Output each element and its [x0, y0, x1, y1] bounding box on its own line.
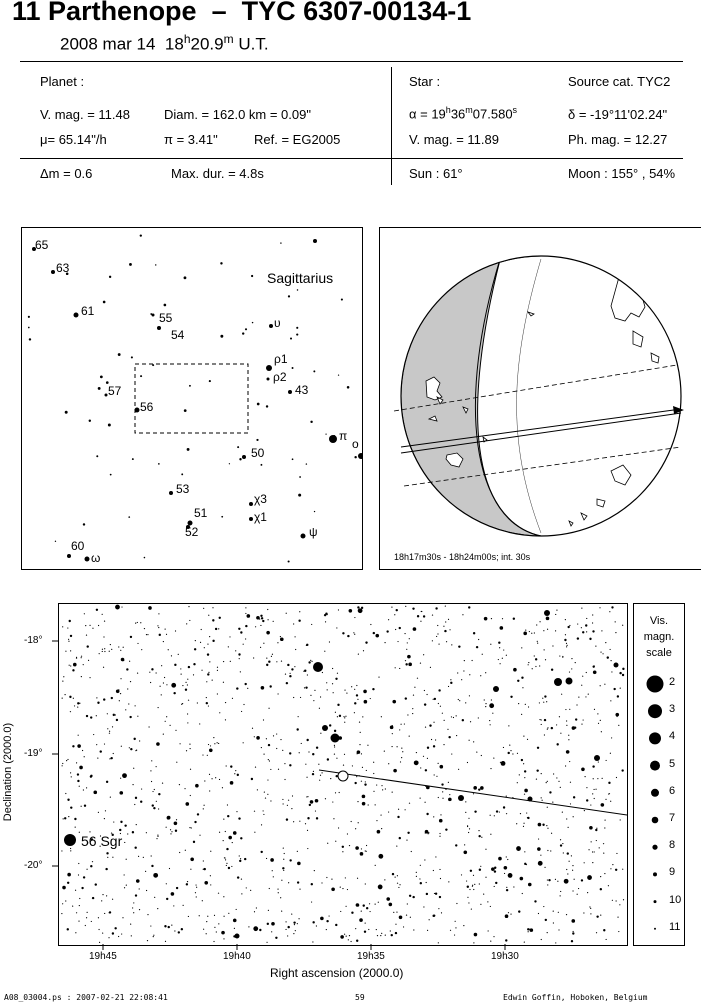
star-56-sgr-label: 56 Sgr [81, 833, 123, 849]
ytick-label: -20° [24, 860, 43, 871]
y-axis-title: Declination (2000.0) [2, 722, 14, 822]
ytick-label: -18° [24, 635, 43, 646]
globe-time-range: 18h17m30s - 18h24m00s; int. 30s [394, 552, 531, 562]
scale-dot [651, 789, 659, 797]
scale-magnitude-label: 5 [669, 757, 676, 770]
scale-magnitude-label: 2 [669, 676, 676, 688]
scale-magnitude-label: 10 [669, 893, 682, 906]
planet-motion: μ= 65.14"/h [40, 132, 107, 147]
finder-star-label: o [352, 437, 359, 451]
finder-star-label: 56 [140, 400, 154, 414]
moon-elongation: Moon : 155° , 54% [568, 166, 676, 181]
ytick-label: -19° [24, 748, 43, 759]
constellation-name: Sagittarius [267, 270, 334, 286]
finder-star-label: 55 [159, 311, 173, 325]
xtick-label: 19h30 [491, 951, 519, 962]
finder-star-label: ω [91, 551, 101, 565]
event-date: 2008 mar 14 [60, 34, 156, 54]
scale-magnitude-label: 8 [669, 839, 676, 852]
star-declination: δ = -19°11'02.24" [568, 107, 668, 122]
scale-magnitude-label: 7 [669, 812, 676, 824]
finder-star-label: ψ [309, 525, 318, 539]
page-title: 11 Parthenope – TYC 6307-00134-1 [12, 0, 472, 26]
finder-star-label: 65 [35, 238, 49, 252]
xtick-label: 19h35 [357, 951, 385, 962]
finder-star-label: χ1 [254, 510, 267, 524]
scale-dot [647, 676, 664, 693]
scale-dot [653, 872, 657, 876]
finder-star-label: 50 [251, 446, 265, 460]
star-source-catalog: Source cat. TYC2 [568, 74, 671, 89]
scale-dot [650, 761, 660, 771]
finder-star-label: 63 [56, 261, 70, 275]
scale-magnitude-label: 9 [669, 866, 676, 879]
star-heading: Star : [409, 74, 441, 89]
max-duration: Max. dur. = 4.8s [171, 166, 264, 181]
finder-star-label: ρ2 [273, 370, 287, 384]
finder-star-label: 52 [185, 525, 199, 539]
x-axis-title: Right ascension (2000.0) [270, 966, 404, 980]
magnitude-scale-panel [633, 603, 685, 946]
event-timescale: U.T. [238, 34, 269, 54]
footer-author: Edwin Goffin, Hoboken, Belgium [503, 993, 648, 1002]
finder-star-label: 54 [171, 328, 185, 342]
planet-vmag: V. mag. = 11.48 [40, 107, 130, 122]
finder-star-label: 61 [81, 304, 95, 318]
sun-elongation: Sun : 61° [409, 166, 463, 181]
xtick-label: 19h40 [223, 951, 251, 962]
footer-page-number: 59 [355, 993, 365, 1002]
scale-magnitude-label: 11 [669, 920, 681, 933]
scale-dot [654, 900, 657, 903]
event-hour: 18 [164, 34, 184, 54]
finder-star-label: 51 [194, 506, 208, 520]
scale-dot [648, 704, 662, 718]
finder-star-label: ρ1 [274, 352, 288, 366]
magnitude-drop: Δm = 0.6 [40, 166, 93, 181]
finder-star-label: 60 [71, 539, 85, 553]
event-minute: 20.9 [190, 34, 224, 54]
planet-parallax: π = 3.41" [164, 132, 218, 147]
scale-magnitude-label: 3 [669, 703, 676, 716]
finder-star-label: 57 [108, 384, 122, 398]
finder-star-label: 43 [295, 383, 309, 397]
footer-file-info: A08_03004.ps : 2007-02-21 22:08:41 [4, 993, 168, 1002]
planet-reference: Ref. = EG2005 [254, 132, 341, 147]
star-right-ascension: $\alpha = 19^h36^m07.580^s$ [409, 105, 518, 122]
scale-dot [652, 817, 659, 824]
star-phmag: Ph. mag. = 12.27 [568, 132, 668, 147]
finder-star-label: χ3 [254, 492, 267, 506]
planet-heading: Planet : [40, 74, 85, 89]
planet-diameter: Diam. = 162.0 km = 0.09" [164, 107, 311, 122]
finder-star-label: 53 [176, 482, 190, 496]
scale-dot [652, 845, 657, 850]
event-datetime: 2008 mar 14 18$^h$20.9$^m$ U.T. [60, 32, 269, 54]
finder-star-label: υ [274, 316, 281, 330]
scale-magnitude-label: 6 [669, 784, 676, 797]
star-vmag: V. mag. = 11.89 [409, 132, 499, 147]
scale-dot [649, 732, 661, 744]
xtick-label: 19h45 [89, 951, 117, 962]
scale-dot [654, 928, 656, 930]
scale-magnitude-label: 4 [669, 730, 676, 743]
finder-star-label: π [339, 429, 348, 443]
scale-title: Vis. magn. scale [643, 615, 675, 659]
